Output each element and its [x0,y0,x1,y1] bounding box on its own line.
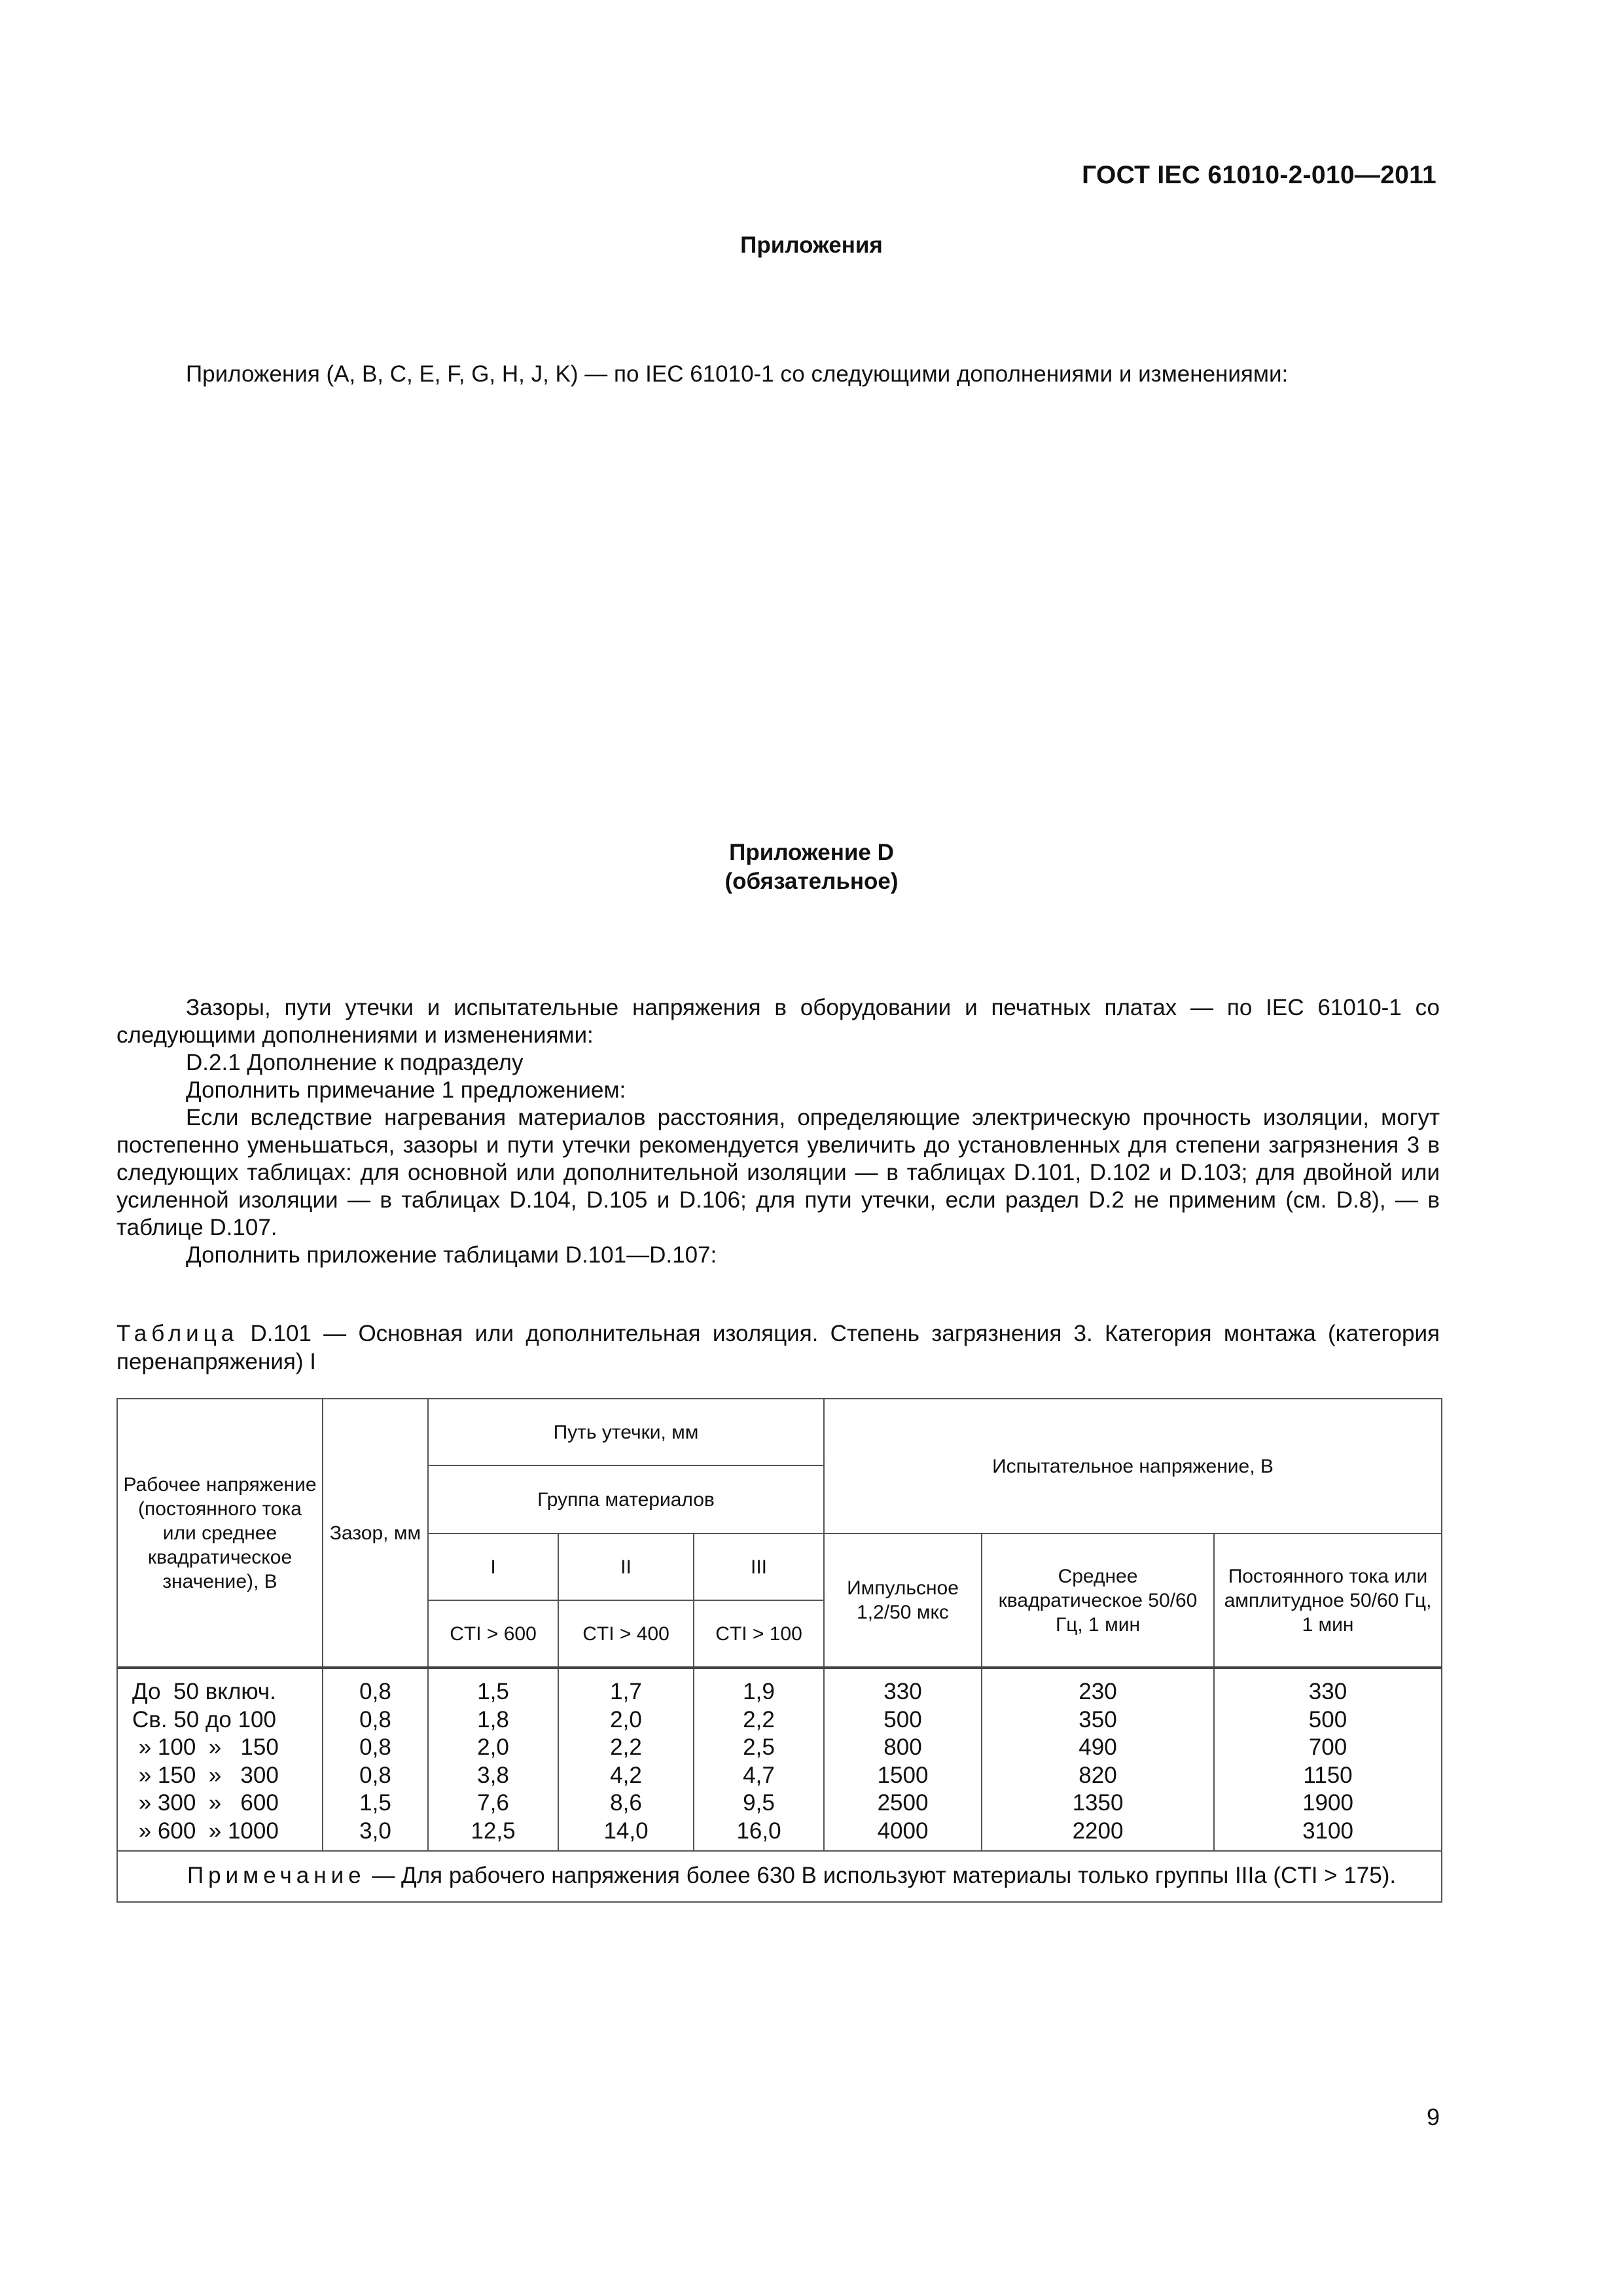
column-rms: 230 350 490 820 1350 2200 [982,1668,1214,1851]
header-clearance: Зазор, мм [323,1399,428,1668]
header-group-1: I [428,1534,558,1600]
table-caption-label: Таблица [116,1321,239,1346]
column-voltage: До 50 включ. Св. 50 до 100 » 100 » 150 » 150 » 300 » 300 » 600 » 600 » 1000 [117,1668,323,1851]
annex-d-paragraph: Зазоры, пути утечки и испытательные напряжения в оборудовании и печатных платах — по IEC 61010-1 со следующими дополнениями и изменениями: [116,995,1440,1048]
column-group-2: 1,7 2,0 2,2 4,2 8,6 14,0 [558,1668,694,1851]
table-d101 [116,1398,1442,1903]
page-number: 9 [1426,2104,1440,2130]
column-group-3: 1,9 2,2 2,5 4,7 9,5 16,0 [694,1668,824,1851]
table-note [117,1851,1442,1902]
header-impulse: Импульсное 1,2/50 мкс [824,1534,982,1668]
column-dc-peak: 330 500 700 1150 1900 3100 [1214,1668,1442,1851]
table-caption [116,1319,1440,1376]
annexes-title: Приложения [740,232,883,258]
header-group-3: III [694,1534,824,1600]
column-clearance: 0,8 0,8 0,8 0,8 1,5 3,0 [323,1668,428,1851]
table-note-label: Примечание [187,1863,366,1888]
column-group-1: 1,5 1,8 2,0 3,8 7,6 12,5 [428,1668,558,1851]
annex-d-body [116,994,1440,1269]
annex-d-paragraph: Дополнить приложение таблицами D.101—D.107: [186,1242,717,1268]
annex-d-paragraph: Если вследствие нагревания материалов расстояния, определяющие электрическую прочность изоляции, могут постепенно уменьшаться, зазоры и пути утечки рекомендуется увеличить до установленных для степени загрязнения 3 в следующих таблицах: для основной или дополнительной изоляции — в таблицах D.101, D.102 и D.103; для двойной или усиленной изоляции — в таблицах D.104, D.105 и D.106; для пути утечки, если раздел D.2 не применим (см. D.8), — в таблице D.107. [116,1105,1440,1240]
header-material-group: Группа материалов [428,1465,824,1534]
table-caption-text: D.101 — Основная или дополнительная изоляция. Степень загрязнения 3. Категория монтажа (категория перенапряжения) I [116,1321,1440,1374]
column-impulse: 330 500 800 1500 2500 4000 [824,1668,982,1851]
header-test-voltage: Испытательное напряжение, В [824,1399,1442,1534]
header-group-2: II [558,1534,694,1600]
annex-d-paragraph: Дополнить примечание 1 предложением: [186,1077,626,1103]
header-rms: Среднее квадратическое 50/60 Гц, 1 мин [982,1534,1214,1668]
header-cti-2: CTI > 400 [558,1600,694,1668]
annex-d-paragraph: D.2.1 Дополнение к подразделу [186,1050,524,1075]
annex-d-status: (обязательное) [724,869,899,894]
standard-id: ГОСТ IEC 61010-2-010—2011 [1082,161,1436,189]
header-cti-3: CTI > 100 [694,1600,824,1668]
header-creepage: Путь утечки, мм [428,1399,824,1465]
header-dc-peak: Постоянного тока или амплитудное 50/60 Гц, 1 мин [1214,1534,1442,1668]
annexes-intro: Приложения (A, B, C, E, F, G, H, J, K) — по IEC 61010-1 со следующими дополнениями и изменениями: [186,361,1289,387]
table-note-text: — Для рабочего напряжения более 630 В используют материалы только группы IIIa (CTI > 175). [365,1863,1397,1888]
header-working-voltage: Рабочее напряжение (постоянного тока или среднее квадратическое значение), В [117,1399,323,1668]
header-cti-1: CTI > 600 [428,1600,558,1668]
annex-d-title: Приложение D [729,840,894,865]
